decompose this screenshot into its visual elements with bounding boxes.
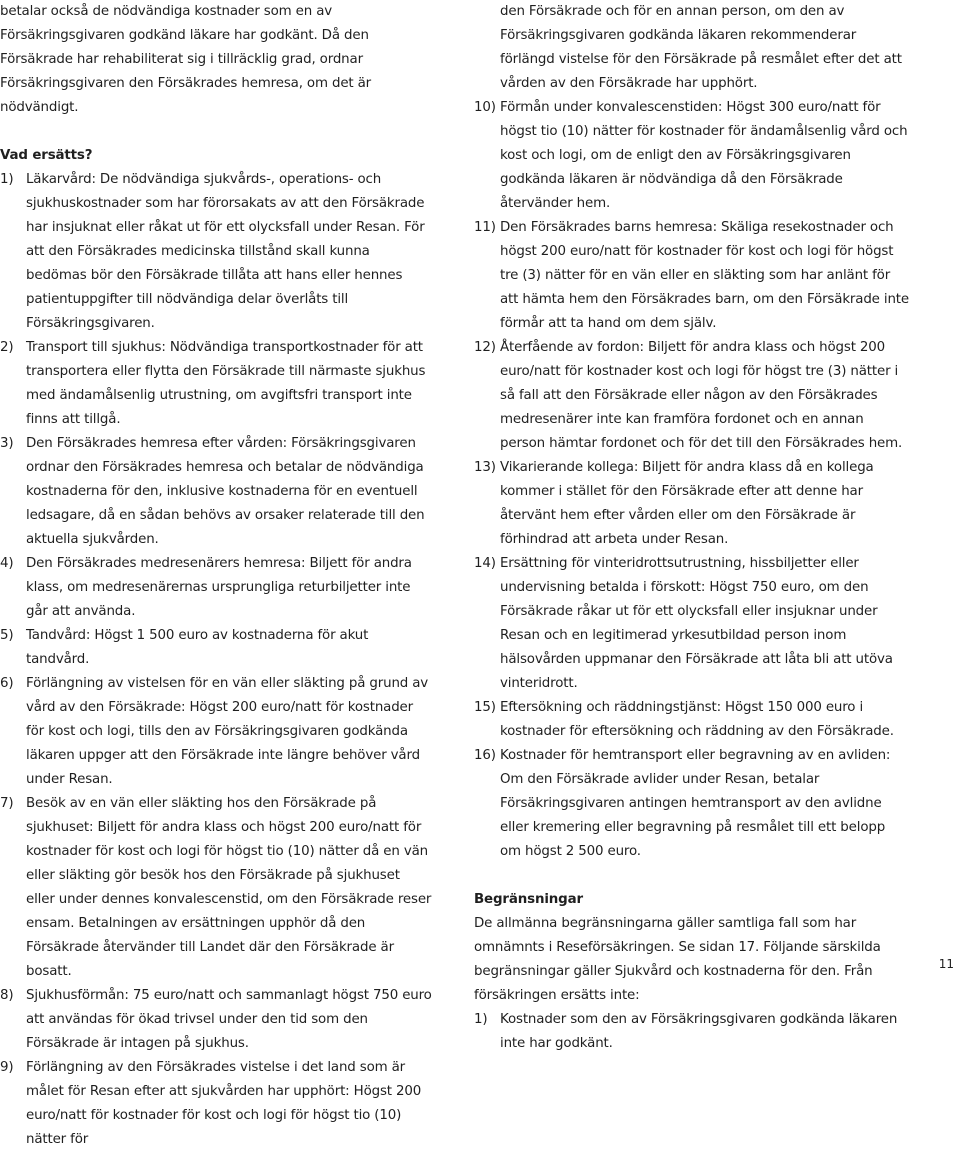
coverage-list <box>0 168 432 1152</box>
list-item: 5) Tandvård: Högst 1 500 euro av kostnaderna för akut tandvård. <box>0 628 369 667</box>
coverage-list-continued <box>474 96 910 864</box>
list-item: 13) Vikarierande kollega: Biljett för andra klass då en kollega kommer i stället för den Försäkrade efter att denne har återvänt hem efter vården eller om den Försäkrade är förhindrad att arbeta under Resan. <box>474 460 874 547</box>
list-item: 14) Ersättning för vinteridrottsutrustning, hissbiljetter eller undervisning betalda i förskott: Högst 750 euro, om den Försäkrade råkar ut för ett olycksfall eller insjuknar under Resan och en legitimerad yrkesutbildad person inom hälsovården uppmanar den Försäkrade att låta bli att utöva vinteridrott. <box>474 556 893 691</box>
list-item: 8) Sjukhusförmån: 75 euro/natt och sammanlagt högst 750 euro att användas för ökad trivsel under den tid som den Försäkrade är intagen på sjukhus. <box>0 988 432 1051</box>
list-item: 1) Läkarvård: De nödvändiga sjukvårds-, operations- och sjukhuskostnader som har förorsakats av att den Försäkrade har insjuknat eller råkat ut för ett olycksfall under Resan. För att den Försäkrades medicinska tillstånd skall kunna bedömas bör den Försäkrade tillåta att hans eller hennes patientuppgifter till nödvändiga delar överlåts till Försäkringsgivaren. <box>0 172 425 331</box>
list-item: 15) Eftersökning och räddningstjänst: Högst 150 000 euro i kostnader för eftersökning och räddning av den Försäkrade. <box>474 700 894 739</box>
intro-paragraph: betalar också de nödvändiga kostnader som en av Försäkringsgivaren godkänd läkare har godkänt. Då den Försäkrade har rehabiliterat sig i tillräcklig grad, ordnar Försäkringsgivaren den Försäkrades hemresa, om det är nödvändigt. <box>0 4 372 115</box>
continued-item-text: den Försäkrade och för en annan person, om den av Försäkringsgivaren godkända läkaren rekommenderar förlängd vistelse för den Försäkrade på resmålet efter det att vården av den Försäkrade har upphört. <box>500 4 902 91</box>
list-item: 10) Förmån under konvalescenstiden: Högst 300 euro/natt för högst tio (10) nätter för kostnader för ändamålsenlig vård och kost och logi, om de enligt den av Försäkringsgivaren godkända läkaren är nödvändiga då den Försäkrade återvänder hem. <box>474 100 908 211</box>
list-item: 4) Den Försäkrades medresenärers hemresa: Biljett för andra klass, om medresenärernas ursprungliga returbiljetter inte går att använda. <box>0 556 412 619</box>
list-item: 6) Förlängning av vistelsen för en vän eller släkting på grund av vård av den Försäkrade: Högst 200 euro/natt för kostnader för kost och logi, tills den av Försäkringsgivaren godkända läkaren uppger att den Försäkrade inte längre behöver vård under Resan. <box>0 676 429 787</box>
limitations-list <box>474 1008 910 1056</box>
list-item: 11) Den Försäkrades barns hemresa: Skäliga resekostnader och högst 200 euro/natt för kostnader för kost och logi för högst tre (3) nätter för en vän eller en släkting som har anlänt för att hämta hem den Försäkrades barn, om den Försäkrade inte förmår att ta hand om dem själv. <box>474 220 909 331</box>
list-item: 3) Den Försäkrades hemresa efter vården: Försäkringsgivaren ordnar den Försäkrades hemresa och betalar de nödvändiga kostnaderna för den, inklusive kostnaderna för en eventuell ledsagare, då en sådan behövs av orsaker relaterade till den aktuella sjukvården. <box>0 436 425 547</box>
list-item: 2) Transport till sjukhus: Nödvändiga transportkostnader för att transportera eller flytta den Försäkrade till närmaste sjukhus med ändamålsenlig utrustning, om avgiftsfri transport inte finns att tillgå. <box>0 340 426 427</box>
list-item: 12) Återfående av fordon: Biljett för andra klass och högst 200 euro/natt för kostnader kost och logi för högst tre (3) nätter i så fall att den Försäkrade eller någon av den Försäkrades medresenärer inte kan framföra fordonet och en annan person hämtar fordonet och för det till den Försäkrades hem. <box>474 340 903 451</box>
page-number: 11 <box>938 957 954 971</box>
list-item: 7) Besök av en vän eller släkting hos den Försäkrade på sjukhuset: Biljett för andra klass och högst 200 euro/natt för kostnader för kost och logi för högst tio (10) nätter då en vän eller släkting gör besök hos den Försäkrade på sjukhuset eller under dennes konvalescenstid, om den Försäkrade reser ensam. Betalningen av ersättningen upphör då den Försäkrade återvänder till Landet där den Försäkrade är bosatt. <box>0 796 432 979</box>
list-item: 9) Förlängning av den Försäkrades vistelse i det land som är målet för Resan efter att sjukvården har upphört: Högst 200 euro/natt för kostnader för kost och logi för högst tio (10) nätter för <box>0 1060 422 1147</box>
list-item: 1) Kostnader som den av Försäkringsgivaren godkända läkaren inte har godkänt. <box>474 1012 898 1051</box>
section-heading-what-is-covered: Vad ersätts? <box>0 148 93 163</box>
limitations-paragraph: De allmänna begränsningarna gäller samtliga fall som har omnämnts i Reseförsäkringen. Se sidan 17. Följande särskilda begränsningar gäller Sjukvård och kostnaderna för den. Från försäkringen ersätts inte: <box>474 916 881 1003</box>
list-item: 16) Kostnader för hemtransport eller begravning av en avliden: Om den Försäkrade avlider under Resan, betalar Försäkringsgivaren antingen hemtransport av den avlidne eller kremering eller begravning på resmålet till ett belopp om högst 2 500 euro. <box>474 748 891 859</box>
section-heading-limitations: Begränsningar <box>474 892 583 907</box>
left-column <box>0 0 432 1152</box>
right-column <box>474 0 910 1056</box>
